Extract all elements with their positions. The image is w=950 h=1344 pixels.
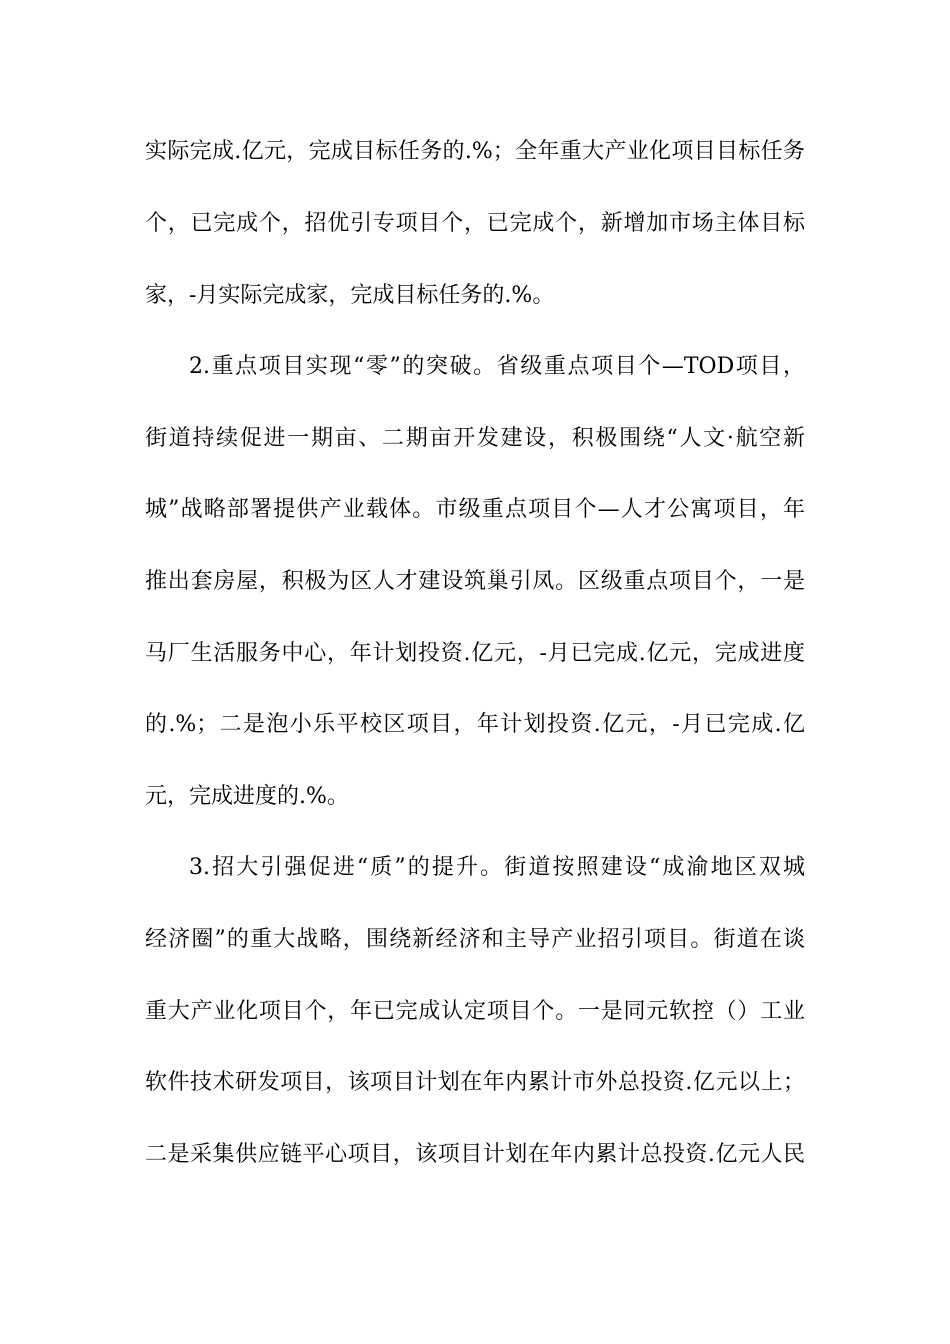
paragraph-heading-line: 2.重点项目实现“零”的突破。省级重点项目个—TOD项目， (189, 354, 805, 379)
paragraph-line: 元，完成进度的.%。 (145, 784, 349, 809)
paragraph-line: 软件技术研发项目，该项目计划在年内累计市外总投资.亿元以上； (145, 1070, 805, 1095)
paragraph-heading-line: 3.招大引强促进“质”的提升。街道按照建设“成渝地区双城 (189, 855, 805, 880)
paragraph-line: 二是采集供应链平心项目，该项目计划在年内累计总投资.亿元人民 (145, 1142, 805, 1167)
paragraph-line: 家，-月实际完成家，完成目标任务的.%。 (145, 283, 555, 308)
paragraph-line: 个，已完成个，招优引专项目个，已完成个，新增加市场主体目标 (145, 211, 805, 236)
paragraph-line: 的.%；二是泡小乐平校区项目，年计划投资.亿元，-月已完成.亿 (145, 712, 805, 737)
paragraph-line: 实际完成.亿元，完成目标任务的.%；全年重大产业化项目目标任务 (145, 139, 805, 164)
paragraph-line: 街道持续促进一期亩、二期亩开发建设，积极围绕“人文·航空新 (145, 426, 805, 451)
paragraph-line: 经济圈”的重大战略，围绕新经济和主导产业招引项目。街道在谈 (145, 927, 805, 952)
paragraph-line: 马厂生活服务中心，年计划投资.亿元，-月已完成.亿元，完成进度 (145, 641, 805, 666)
paragraph-line: 城”战略部署提供产业载体。市级重点项目个—人才公寓项目，年 (145, 497, 805, 522)
paragraph-line: 推出套房屋，积极为区人才建设筑巢引凤。区级重点项目个，一是 (145, 569, 805, 594)
paragraph-line: 重大产业化项目个，年已完成认定项目个。一是同元软控（）工业 (145, 999, 805, 1024)
